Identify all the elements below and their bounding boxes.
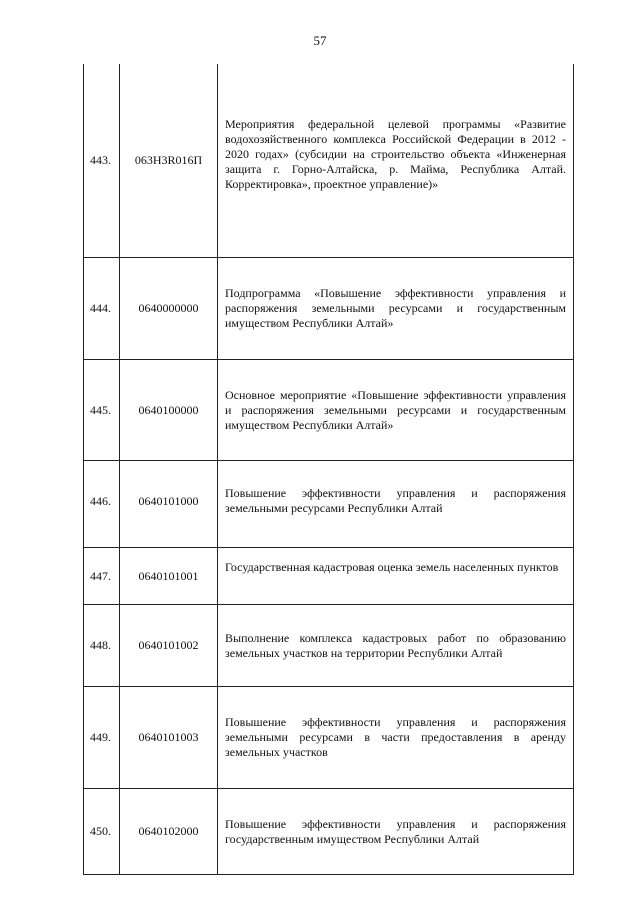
target-article-code: 0640101003 bbox=[120, 687, 218, 789]
table-row bbox=[84, 687, 574, 789]
table-row bbox=[84, 360, 574, 461]
target-article-code: 0640101001 bbox=[120, 548, 218, 605]
target-article-name: Подпрограмма «Повышение эффективности управления и распоряжения земельными ресурсами и государственным имуществом Республики Алтай» bbox=[218, 258, 574, 360]
page-number: 57 bbox=[313, 33, 327, 48]
target-article-code: 0640101000 bbox=[120, 461, 218, 548]
table-row bbox=[84, 64, 574, 258]
row-number: 449. bbox=[84, 687, 120, 789]
target-article-code: 0640101002 bbox=[120, 605, 218, 687]
table-row bbox=[84, 461, 574, 548]
target-article-name: Мероприятия федеральной целевой программы «Развитие водохозяйственного комплекса Российской Федерации в 2012 - 2020 годах» (субсидии на строительство объекта «Инженерная защита г. Горно-Алтайска, р. Майма, Республика Алтай. Корректировка», проектное управление)» bbox=[218, 64, 574, 258]
row-number: 445. bbox=[84, 360, 120, 461]
row-number: 450. bbox=[84, 789, 120, 875]
table-row bbox=[84, 548, 574, 605]
row-number: 444. bbox=[84, 258, 120, 360]
row-number: 446. bbox=[84, 461, 120, 548]
target-article-name: Выполнение комплекса кадастровых работ по образованию земельных участков на территории Республики Алтай bbox=[218, 605, 574, 687]
table-row bbox=[84, 258, 574, 360]
target-article-name: Государственная кадастровая оценка земель населенных пунктов bbox=[218, 548, 574, 605]
target-article-code: 063Н3R016П bbox=[120, 64, 218, 258]
target-article-name: Повышение эффективности управления и распоряжения земельными ресурсами Республики Алтай bbox=[218, 461, 574, 548]
target-article-name: Повышение эффективности управления и распоряжения земельными ресурсами в части предоставления в аренду земельных участков bbox=[218, 687, 574, 789]
row-number: 443. bbox=[84, 64, 120, 258]
target-article-code: 0640100000 bbox=[120, 360, 218, 461]
target-article-code: 0640102000 bbox=[120, 789, 218, 875]
target-article-name: Основное мероприятие «Повышение эффективности управления и распоряжения земельными ресурсами и государственным имуществом Республики Алтай» bbox=[218, 360, 574, 461]
budget-classification-table bbox=[83, 64, 574, 875]
table-row bbox=[84, 789, 574, 875]
row-number: 448. bbox=[84, 605, 120, 687]
table-row bbox=[84, 605, 574, 687]
row-number: 447. bbox=[84, 548, 120, 605]
target-article-code: 0640000000 bbox=[120, 258, 218, 360]
target-article-name: Повышение эффективности управления и распоряжения государственным имуществом Республики Алтай bbox=[218, 789, 574, 875]
